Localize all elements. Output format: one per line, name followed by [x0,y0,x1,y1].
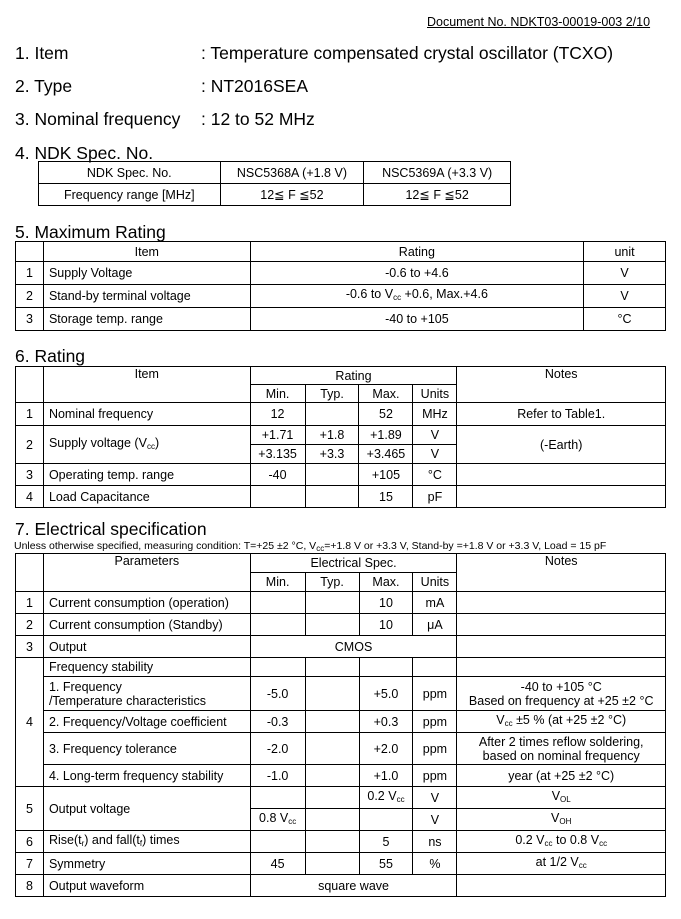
row-notes: year (at +25 ±2 °C) [457,765,666,787]
row-notes: -40 to +105 °C Based on frequency at +25 ±2 °C [457,677,666,711]
row-notes: $V_{OH}$ [457,809,666,831]
table-header-cell [16,367,44,403]
row-unit: V [413,426,457,445]
row-number: 8 [16,875,44,897]
table-header-cell: Electrical Spec. [250,554,457,573]
row-max: +1.89 [359,426,413,445]
row-min: -40 [250,464,305,486]
row-notes: $V_{cc} \pm 5$ % (at +25 ±2 °C) [457,711,666,733]
row-max: 5 [359,831,413,853]
row-notes [457,875,666,897]
row-typ [305,809,359,831]
table-row [16,677,666,711]
row-notes: 0.2 $V_{cc}$ to 0.8 $V_{cc}$ [457,831,666,853]
type-label: 2. Type [15,76,73,96]
table-row [16,262,666,285]
row-min [250,787,305,809]
row-notes: $V_{OL}$ [457,787,666,809]
row-min: +3.135 [250,445,305,464]
document-number: Document No. NDKT03-00019-003 2/10 [427,15,651,29]
elec-title: 7. Electrical specification [15,519,207,539]
row-item: Output waveform [43,875,250,897]
spec-header-cell: NSC5368A (+1.8 V) [220,162,364,184]
row-item: Frequency stability [43,658,250,677]
row-item: Stand-by terminal voltage [43,285,250,308]
row-typ [305,614,359,636]
row-item: Symmetry [43,853,250,875]
row-max: 10 [359,614,413,636]
row-spec: square wave [250,875,457,897]
row-typ [305,486,359,508]
row-unit: °C [584,308,666,331]
row-min [250,486,305,508]
row-max: 52 [359,403,413,426]
row-item: Operating temp. range [43,464,250,486]
row-notes [457,614,666,636]
table-row [16,464,666,486]
row-unit: V [584,285,666,308]
table-header-cell: Units [413,573,457,592]
row-max: 15 [359,486,413,508]
row-rating: -40 to +105 [250,308,583,331]
row-max [359,809,413,831]
table-header-cell: Parameters [43,554,250,592]
table-row [16,787,666,809]
row-unit: mA [413,592,457,614]
row-typ: +1.8 [305,426,359,445]
row-max: +2.0 [359,733,413,765]
row-notes [457,658,666,677]
table-row [16,403,666,426]
row-number: 3 [16,464,44,486]
max-rating-title: 5. Maximum Rating [15,222,166,242]
row-typ [305,765,359,787]
table-row [16,733,666,765]
row-min [250,831,305,853]
row-unit: ppm [413,765,457,787]
table-header-cell: Min. [250,573,305,592]
row-min: 0.8 $V_{cc}$ [250,809,305,831]
row-max: +3.465 [359,445,413,464]
table-header-cell: Rating [250,242,583,262]
table-header-cell: unit [584,242,666,262]
elec-table [15,553,666,897]
row-number: 2 [16,426,44,464]
spec-cell: 12≦ F ≦52 [220,184,364,206]
table-header-cell: Item [43,367,250,403]
frequency-value: : 12 to 52 MHz [201,109,315,129]
row-typ [305,658,359,677]
row-unit: MHz [413,403,457,426]
table-row [16,853,666,875]
row-number: 1 [16,262,44,285]
table-row [16,614,666,636]
row-min: -1.0 [250,765,305,787]
row-item: Current consumption (operation) [43,592,250,614]
table-row [16,831,666,853]
spec-title: 4. NDK Spec. No. [15,143,154,163]
row-max: 10 [359,592,413,614]
row-unit: ppm [413,711,457,733]
row-unit: V [584,262,666,285]
spec-table [38,161,511,206]
row-item: Current consumption (Standby) [43,614,250,636]
frequency-label: 3. Nominal frequency [15,109,181,129]
row-min: -2.0 [250,733,305,765]
row-item: 3. Frequency tolerance [43,733,250,765]
table-header-cell: Typ. [305,385,359,403]
row-unit: ppm [413,677,457,711]
row-typ [305,787,359,809]
row-typ [305,733,359,765]
table-row [16,486,666,508]
row-number: 6 [16,831,44,853]
row-min: +1.71 [250,426,305,445]
item-value: : Temperature compensated crystal oscillator (TCXO) [201,43,614,63]
row-typ [305,853,359,875]
row-item: 1. Frequency /Temperature characteristics [43,677,250,711]
table-header-cell: Units [413,385,457,403]
row-min [250,592,305,614]
row-spec: CMOS [250,636,457,658]
table-row [16,426,666,445]
row-max: +1.0 [359,765,413,787]
row-typ [305,592,359,614]
table-header-cell: Item [43,242,250,262]
row-notes [457,464,666,486]
row-number: 4 [16,486,44,508]
row-typ: +3.3 [305,445,359,464]
row-min [250,658,305,677]
table-header-cell: Notes [457,367,666,403]
row-max: 55 [359,853,413,875]
item-label: 1. Item [15,43,69,63]
row-notes: at 1/2 $V_{cc}$ [457,853,666,875]
row-number: 3 [16,636,44,658]
table-header-cell: Notes [457,554,666,592]
row-typ [305,711,359,733]
row-item: Output [43,636,250,658]
row-number: 2 [16,614,44,636]
row-unit: V [413,787,457,809]
table-header-cell: Rating [250,367,457,385]
table-header-cell: Max. [359,573,413,592]
row-item: $Rise(t_r)$ and $fall(t_f)$ times [43,831,250,853]
row-notes: (-Earth) [457,426,666,464]
rating-title: 6. Rating [15,346,86,366]
row-number: 1 [16,403,44,426]
row-typ [305,831,359,853]
measuring-condition: Unless otherwise specified, measuring condition: T=+25 ±2 °C, $V_{cc}=+1.8$ V or +3.3 V, Stand-by =+1.8 V or +3.3 V, Load = 15 pF [14,540,607,553]
row-number: 1 [16,592,44,614]
table-header-cell: Min. [250,385,305,403]
spec-cell: Frequency range [MHz] [39,184,221,206]
row-item: Nominal frequency [43,403,250,426]
row-min: 45 [250,853,305,875]
row-item: Storage temp. range [43,308,250,331]
row-unit: V [413,445,457,464]
table-row [16,636,666,658]
row-min: -5.0 [250,677,305,711]
row-number: 5 [16,787,44,831]
row-min: -0.3 [250,711,305,733]
table-row [16,765,666,787]
spec-header-cell: NSC5369A (+3.3 V) [364,162,511,184]
row-number: 7 [16,853,44,875]
row-notes: After 2 times reflow soldering, based on nominal frequency [457,733,666,765]
type-value: : NT2016SEA [201,76,308,96]
table-header-cell: Max. [359,385,413,403]
row-typ [305,677,359,711]
row-unit: % [413,853,457,875]
row-item: Load Capacitance [43,486,250,508]
row-number: 4 [16,658,44,787]
table-header-cell [16,554,44,592]
row-item: Output voltage [43,787,250,831]
row-max: +0.3 [359,711,413,733]
row-rating: -0.6 to $V_{cc} +0.6$, Max.+4.6 [250,285,583,308]
row-item: 2. Frequency/Voltage coefficient [43,711,250,733]
row-max [359,658,413,677]
spec-header-cell: NDK Spec. No. [39,162,221,184]
rating-table [15,366,666,508]
row-typ [305,403,359,426]
table-header-cell [16,242,44,262]
row-min: 12 [250,403,305,426]
row-notes: Refer to Table1. [457,403,666,426]
table-row [16,285,666,308]
table-row [16,658,666,677]
table-row [16,711,666,733]
row-item: Supply Voltage [43,262,250,285]
row-rating: -0.6 to +4.6 [250,262,583,285]
row-unit: ppm [413,733,457,765]
table-row [16,592,666,614]
row-min [250,614,305,636]
row-unit: ns [413,831,457,853]
row-unit: °C [413,464,457,486]
row-notes [457,636,666,658]
table-header-cell: Typ. [305,573,359,592]
row-unit [413,658,457,677]
row-notes [457,486,666,508]
row-typ [305,464,359,486]
row-max: 0.2 $V_{cc}$ [359,787,413,809]
row-notes [457,592,666,614]
row-unit: μA [413,614,457,636]
row-unit: pF [413,486,457,508]
row-max: +105 [359,464,413,486]
table-row [16,308,666,331]
spec-cell: 12≦ F ≦52 [364,184,511,206]
max-rating-table [15,241,666,331]
row-number: 3 [16,308,44,331]
row-item: 4. Long-term frequency stability [43,765,250,787]
row-number: 2 [16,285,44,308]
row-unit: V [413,809,457,831]
row-item: Supply voltage $(V_{cc})$ [43,426,250,464]
table-row [16,875,666,897]
row-max: +5.0 [359,677,413,711]
